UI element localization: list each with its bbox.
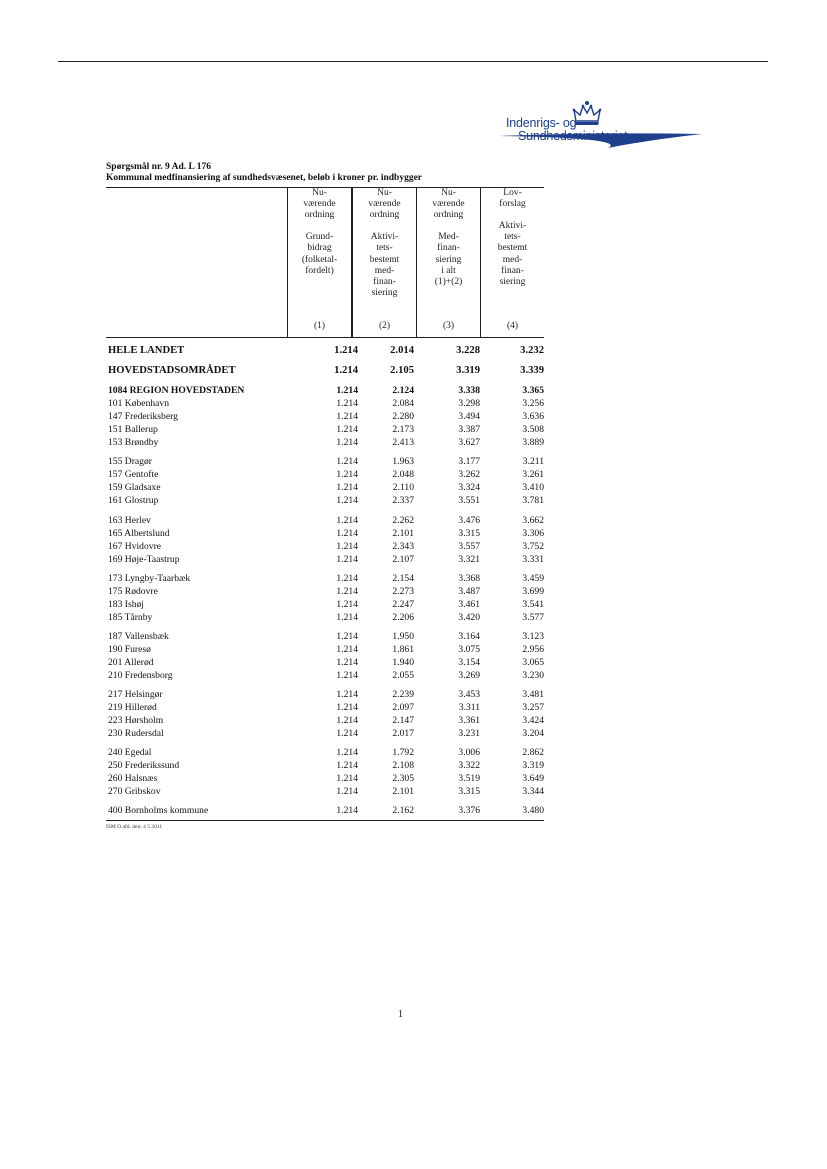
municipality-name: 217 Helsingør — [108, 689, 163, 700]
value-col2: 1.963 — [392, 456, 414, 467]
column-header-4 — [481, 188, 544, 338]
value-col4: 3.459 — [522, 573, 544, 584]
table-row — [106, 515, 544, 527]
municipality-name: 155 Dragør — [108, 456, 152, 467]
value-col1: 1.214 — [336, 398, 358, 409]
value-col2: 2.262 — [392, 515, 414, 526]
value-col1: 1.214 — [336, 541, 358, 552]
municipality-name: 165 Albertslund — [108, 528, 170, 539]
value-col4: 3.480 — [522, 805, 544, 816]
table-row — [106, 554, 544, 566]
municipality-name: 190 Furesø — [108, 644, 151, 655]
column-number: (2) — [378, 321, 391, 331]
table-title: Kommunal medfinansiering af sundhedsvæsenet, beløb i kroner pr. indbygger — [106, 173, 423, 183]
table-row — [106, 586, 544, 598]
municipality-name: 219 Hillerød — [108, 702, 157, 713]
value-col4: 3.261 — [522, 469, 544, 480]
value-col4: 3.065 — [522, 657, 544, 668]
value-col3: 3.376 — [458, 805, 480, 816]
municipality-name: 240 Egedal — [108, 747, 152, 758]
value-col2: 1.940 — [392, 657, 414, 668]
table-row — [106, 365, 544, 377]
value-col1: 1.214 — [336, 689, 358, 700]
value-col3: 3.387 — [458, 424, 480, 435]
value-col4: 3.344 — [522, 786, 544, 797]
value-col4: 3.699 — [522, 586, 544, 597]
table-bottom-rule — [106, 820, 544, 821]
value-col2: 2.097 — [392, 702, 414, 713]
value-col3: 3.228 — [456, 345, 480, 356]
value-col1: 1.214 — [334, 365, 358, 376]
value-col4: 3.781 — [522, 495, 544, 506]
value-col1: 1.214 — [336, 644, 358, 655]
value-col1: 1.214 — [336, 573, 358, 584]
value-col2: 2.101 — [392, 786, 414, 797]
value-col4: 3.636 — [522, 411, 544, 422]
header-text: Nu- værende ordning Aktivi- tets- bestemt med- finan- siering — [368, 188, 401, 298]
value-col3: 3.368 — [458, 573, 480, 584]
value-col2: 2.206 — [392, 612, 414, 623]
value-col3: 3.476 — [458, 515, 480, 526]
value-col1: 1.214 — [336, 612, 358, 623]
value-col2: 1.950 — [392, 631, 414, 642]
table-row — [106, 644, 544, 656]
value-col2: 2.048 — [392, 469, 414, 480]
value-col4: 3.230 — [522, 670, 544, 681]
page-number: 1 — [398, 1009, 403, 1020]
value-col2: 2.162 — [392, 805, 414, 816]
value-col4: 3.257 — [522, 702, 544, 713]
municipality-name: 147 Frederiksberg — [108, 411, 178, 422]
table-row — [106, 747, 544, 759]
table-row — [106, 657, 544, 669]
value-col3: 3.420 — [458, 612, 480, 623]
value-col1: 1.214 — [336, 702, 358, 713]
table-row — [106, 495, 544, 507]
value-col2: 2.413 — [392, 437, 414, 448]
value-col2: 2.110 — [392, 482, 414, 493]
municipality-name: 210 Fredensborg — [108, 670, 173, 681]
value-col3: 3.551 — [458, 495, 480, 506]
municipality-name: 400 Bornholms kommune — [108, 805, 209, 816]
table-row — [106, 760, 544, 772]
value-col2: 1.792 — [392, 747, 414, 758]
table-row — [106, 773, 544, 785]
value-col3: 3.269 — [458, 670, 480, 681]
value-col3: 3.627 — [458, 437, 480, 448]
value-col4: 3.662 — [522, 515, 544, 526]
municipality-name: 175 Rødovre — [108, 586, 158, 597]
table-row — [106, 612, 544, 624]
value-col2: 1.861 — [392, 644, 414, 655]
table-row — [106, 805, 544, 817]
value-col2: 2.055 — [392, 670, 414, 681]
table-row — [106, 385, 544, 397]
value-col4: 3.339 — [520, 365, 544, 376]
value-col3: 3.315 — [458, 786, 480, 797]
value-col3: 3.311 — [458, 702, 480, 713]
table-row — [106, 715, 544, 727]
column-header-1 — [288, 188, 351, 338]
value-col4: 3.481 — [522, 689, 544, 700]
municipality-name: 161 Glostrup — [108, 495, 159, 506]
value-col1: 1.214 — [336, 424, 358, 435]
table-row — [106, 528, 544, 540]
value-col1: 1.214 — [336, 482, 358, 493]
table-row — [106, 424, 544, 436]
value-col4: 3.752 — [522, 541, 544, 552]
table-row — [106, 456, 544, 468]
value-col2: 2.108 — [392, 760, 414, 771]
value-col2: 2.107 — [392, 554, 414, 565]
header-text: Nu- værende ordning Med- finan- siering i alt (1)+(2) — [432, 188, 465, 287]
value-col2: 2.105 — [390, 365, 414, 376]
municipality-name: 151 Ballerup — [108, 424, 158, 435]
municipality-name: 260 Halsnæs — [108, 773, 158, 784]
value-col3: 3.262 — [458, 469, 480, 480]
top-rule — [58, 61, 768, 62]
column-number: (1) — [313, 321, 326, 331]
table-row — [106, 689, 544, 701]
value-col2: 2.273 — [392, 586, 414, 597]
municipality-name: 1084 REGION HOVEDSTADEN — [108, 385, 245, 396]
value-col1: 1.214 — [336, 670, 358, 681]
header-text: Lov- forslag Aktivi- tets- bestemt med- finan- siering — [497, 188, 528, 287]
value-col1: 1.214 — [336, 469, 358, 480]
value-col1: 1.214 — [336, 437, 358, 448]
table-row — [106, 345, 544, 357]
value-col4: 3.649 — [522, 773, 544, 784]
municipality-name: 270 Gribskov — [108, 786, 161, 797]
column-number: (4) — [506, 321, 519, 331]
value-col1: 1.214 — [336, 805, 358, 816]
question-reference: Spørgsmål nr. 9 Ad. L 176 — [106, 162, 211, 172]
value-col1: 1.214 — [336, 411, 358, 422]
value-col1: 1.214 — [336, 456, 358, 467]
municipality-name: 183 Ishøj — [108, 599, 144, 610]
value-col1: 1.214 — [336, 554, 358, 565]
value-col1: 1.214 — [336, 515, 358, 526]
value-col1: 1.214 — [336, 786, 358, 797]
value-col4: 3.232 — [520, 345, 544, 356]
value-col4: 3.123 — [522, 631, 544, 642]
value-col1: 1.214 — [336, 631, 358, 642]
value-col4: 2.862 — [522, 747, 544, 758]
value-col3: 3.315 — [458, 528, 480, 539]
municipality-name: 101 København — [108, 398, 170, 409]
table-row — [106, 786, 544, 798]
value-col2: 2.305 — [392, 773, 414, 784]
value-col3: 3.154 — [458, 657, 480, 668]
column-number: (3) — [442, 321, 455, 331]
value-col1: 1.214 — [336, 728, 358, 739]
value-col1: 1.214 — [336, 773, 358, 784]
value-col4: 3.204 — [522, 728, 544, 739]
logo-text-line1: Indenrigs- og — [506, 116, 577, 130]
municipality-name: 157 Gentofte — [108, 469, 159, 480]
value-col1: 1.214 — [336, 528, 358, 539]
table-row — [106, 599, 544, 611]
value-col3: 3.177 — [458, 456, 480, 467]
table-row — [106, 728, 544, 740]
value-col3: 3.557 — [458, 541, 480, 552]
municipality-name: 185 Tårnby — [108, 612, 153, 623]
value-col3: 3.322 — [458, 760, 480, 771]
ministry-logo — [498, 100, 704, 152]
table-row — [106, 469, 544, 481]
value-col4: 3.331 — [522, 554, 544, 565]
municipality-name: 230 Rudersdal — [108, 728, 164, 739]
value-col3: 3.231 — [458, 728, 480, 739]
value-col4: 3.577 — [522, 612, 544, 623]
value-col3: 3.319 — [456, 365, 480, 376]
value-col3: 3.321 — [458, 554, 480, 565]
value-col2: 2.247 — [392, 599, 414, 610]
municipality-name: HOVEDSTADSOMRÅDET — [108, 365, 236, 376]
municipality-name: 201 Allerød — [108, 657, 154, 668]
value-col3: 3.164 — [458, 631, 480, 642]
value-col2: 2.101 — [392, 528, 414, 539]
value-col4: 3.410 — [522, 482, 544, 493]
value-col1: 1.214 — [336, 495, 358, 506]
value-col2: 2.337 — [392, 495, 414, 506]
value-col3: 3.494 — [458, 411, 480, 422]
municipality-name: 167 Hvidovre — [108, 541, 162, 552]
value-col3: 3.519 — [458, 773, 480, 784]
value-col4: 3.306 — [522, 528, 544, 539]
municipality-name: HELE LANDET — [108, 345, 185, 356]
value-col1: 1.214 — [336, 586, 358, 597]
table-row — [106, 631, 544, 643]
value-col3: 3.006 — [458, 747, 480, 758]
table-row — [106, 398, 544, 410]
value-col2: 2.147 — [392, 715, 414, 726]
value-col2: 2.017 — [392, 728, 414, 739]
municipality-name: 153 Brøndby — [108, 437, 159, 448]
value-col3: 3.298 — [458, 398, 480, 409]
column-header-2 — [353, 188, 416, 338]
table-row — [106, 670, 544, 682]
value-col3: 3.075 — [458, 644, 480, 655]
municipality-name: 223 Hørsholm — [108, 715, 164, 726]
value-col1: 1.214 — [336, 385, 358, 396]
value-col3: 3.361 — [458, 715, 480, 726]
value-col2: 2.343 — [392, 541, 414, 552]
value-col1: 1.214 — [334, 345, 358, 356]
municipality-name: 187 Vallensbæk — [108, 631, 169, 642]
table-row — [106, 482, 544, 494]
table-row — [106, 411, 544, 423]
value-col2: 2.124 — [392, 385, 414, 396]
value-col4: 3.424 — [522, 715, 544, 726]
value-col4: 3.889 — [522, 437, 544, 448]
value-col4: 2.956 — [522, 644, 544, 655]
table-row — [106, 702, 544, 714]
municipality-name: 159 Gladsaxe — [108, 482, 161, 493]
value-col4: 3.256 — [522, 398, 544, 409]
value-col3: 3.461 — [458, 599, 480, 610]
table-row — [106, 437, 544, 449]
value-col1: 1.214 — [336, 599, 358, 610]
value-col4: 3.365 — [522, 385, 544, 396]
document-heading — [106, 162, 422, 184]
value-col2: 2.239 — [392, 689, 414, 700]
logo-swoosh — [498, 126, 704, 150]
municipality-name: 169 Høje-Taastrup — [108, 554, 180, 565]
municipality-name: 163 Herlev — [108, 515, 151, 526]
value-col3: 3.487 — [458, 586, 480, 597]
table-row — [106, 573, 544, 585]
table-row — [106, 541, 544, 553]
value-col2: 2.154 — [392, 573, 414, 584]
municipality-name: 250 Frederikssund — [108, 760, 180, 771]
value-col2: 2.014 — [390, 345, 414, 356]
value-col1: 1.214 — [336, 657, 358, 668]
value-col2: 2.280 — [392, 411, 414, 422]
municipality-name: 173 Lyngby-Taarbæk — [108, 573, 191, 584]
value-col3: 3.324 — [458, 482, 480, 493]
value-col1: 1.214 — [336, 715, 358, 726]
value-col4: 3.508 — [522, 424, 544, 435]
value-col4: 3.319 — [522, 760, 544, 771]
footnote: ISM O.afd. den: 4 5 2011 — [106, 824, 163, 830]
value-col1: 1.214 — [336, 760, 358, 771]
value-col4: 3.211 — [522, 456, 544, 467]
value-col3: 3.338 — [458, 385, 480, 396]
value-col3: 3.453 — [458, 689, 480, 700]
column-header-3 — [417, 188, 480, 338]
value-col1: 1.214 — [336, 747, 358, 758]
header-text: Nu- værende ordning Grund- bidrag (folketal- fordelt) — [301, 188, 338, 276]
value-col4: 3.541 — [522, 599, 544, 610]
value-col2: 2.084 — [392, 398, 414, 409]
value-col2: 2.173 — [392, 424, 414, 435]
